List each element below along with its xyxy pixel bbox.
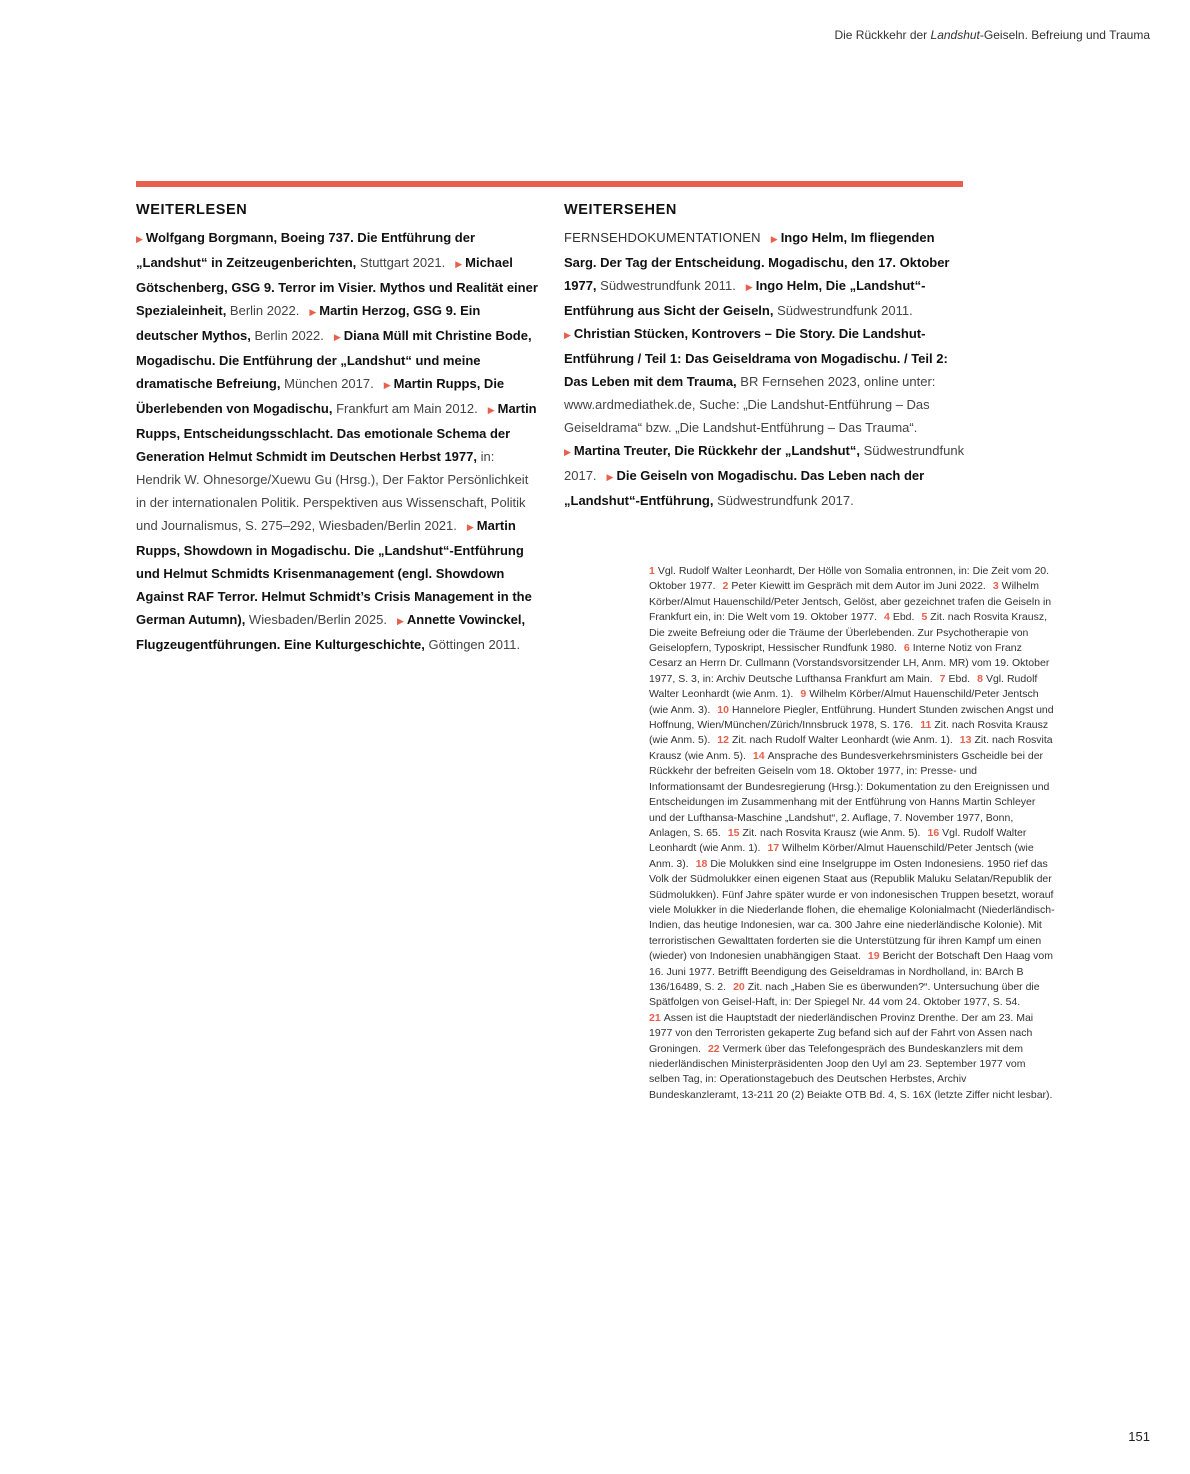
triangle-bullet-icon: ▶ [383,380,391,390]
note-number: 17 [767,842,780,855]
note-number: 2 [722,580,729,593]
triangle-bullet-icon: ▶ [564,447,571,457]
entry-title: Martina Treuter, Die Rückkehr der „Landshut“, [573,443,860,458]
note-number: 20 [733,980,745,993]
note-text: Zit. nach Rosvita Krausz (wie Anm. 5). [649,719,1049,747]
note-number: 12 [717,734,729,747]
triangle-bullet-icon: ▶ [770,234,778,244]
note-number: 22 [707,1042,720,1055]
entry-details: Südwestrundfunk 2011. [596,278,736,293]
entry-title: Martin Rupps, Entscheidungsschlacht. Das emotionale Schema der Generation Helmut Schmidt im Deutschen Herbst 1977, [136,401,537,464]
entry-title: Martin Rupps, Showdown in Mogadischu. Die „Landshut“-Entführung und Helmut Schmidts Krisenmanagement (engl. Showdown Against RAF Terror. Helmut Schmidt’s Crisis Management in the German Autumn), [136,518,532,627]
entry-details: Südwestrundfunk 2017. [564,443,965,483]
running-head [834,28,1150,42]
note-number: 4 [884,611,890,624]
note-number: 18 [695,857,708,870]
note-text: Ebd. [892,611,915,624]
note-number: 6 [903,642,910,655]
triangle-bullet-icon: ▶ [455,259,463,269]
note-text: Ansprache des Bundesverkehrsministers Gscheidle bei der Rückkehr der befreiten Geiseln vom 18. Oktober 1977, in: Presse- und Informationsamt der Bundesregierung (Hrsg.): Dokumentation zu den Ereignissen und Entscheidungen im Zusammenhang mit der Entführung von Hanns Martin Schleyer und der Lufthansa-Maschine „Landshut“, 2. Auflage, 7. November 1977, Bonn, Anlagen, S. 65. [649,749,1050,839]
running-head-text-end: -Geiseln. Befreiung und Trauma [979,28,1150,42]
triangle-bullet-icon: ▶ [136,234,143,244]
section-heading: WEITERSEHEN [564,202,677,218]
entry-details: Berlin 2022. [226,303,300,318]
note-text: Interne Notiz von Franz Cesarz an Herrn Dr. Cullmann (Vorstandsvorsitzender LH, Anm. MR) vom 19. Oktober 1977, S. 3, in: Archiv Deutsche Lufthansa Frankfurt am Main. [649,642,1050,685]
note-text: Wilhelm Körber/Almut Hauenschild/Peter Jentsch, Gelöst, aber gezeichnet trafen die Geiseln in Frankfurt ein, in: Die Welt vom 19. Oktober 1977. [649,580,1052,624]
entry-details: Südwestrundfunk 2011. [773,303,913,318]
note-text: Wilhelm Körber/Almut Hauenschild/Peter Jentsch (wie Anm. 3). [649,842,1034,870]
note-number: 15 [727,826,740,839]
note-text: Vermerk über das Telefongespräch des Bundeskanzlers mit dem niederländischen Ministerpräsidenten Joop den Uyl am 23. September 1977 vom selben Tag, in: Operationstagebuch des Deutschen Herbstes, Archiv Bundeskanzleramt, 13-211 20 (2) Beiakte OTB Bd. 4, S. 16X (letzte Ziffer nicht lesbar). [649,1042,1053,1101]
note-text: Zit. nach Rudolf Walter Leonhardt (wie Anm. 1). [731,734,953,747]
note-number: 21 [649,1011,661,1024]
note-number: 11 [920,719,932,732]
triangle-bullet-icon: ▶ [606,472,614,482]
triangle-bullet-icon: ▶ [309,307,317,317]
note-number: 10 [717,703,729,716]
category-label: FERNSEHDOKUMENTATIONEN [564,230,761,245]
triangle-bullet-icon: ▶ [487,405,495,415]
reading-list [136,226,538,656]
further-viewing-section [564,202,966,512]
triangle-bullet-icon: ▶ [745,282,753,292]
note-text: Peter Kiewitt im Gespräch mit dem Autor im Juni 2022. [731,580,986,593]
entry-title: Ingo Helm, Die „Landshut“-Entführung aus Sicht der Geiseln, [564,278,926,318]
note-text: Die Molukken sind eine Inselgruppe im Osten Indonesiens. 1950 rief das Volk der Südmolukker einen eigenen Staat aus (Republik Maluku Selatan/Republik der Südmolukken). Fünf Jahre später wurde er von indonesischen Truppen besetzt, worauf viele Molukker in die Niederlande flohen, die ehemalige Kolonialmacht (Niederländisch-Indien, das heutige Indonesien, war ca. 300 Jahre eine niederländische Kolonie). Mit terroristischen Gewalttaten forderten sie die Unterstützung für ihren Kampf um einen (wieder) von Indonesien unabhängigen Staat. [649,857,1055,963]
note-text: Vgl. Rudolf Walter Leonhardt (wie Anm. 1). [649,672,1038,701]
entry-title: Wolfgang Borgmann, Boeing 737. Die Entführung der „Landshut“ in Zeitzeugenberichten, [136,230,476,270]
note-number: 5 [921,611,928,624]
entry-title: Martin Rupps, Die Überlebenden von Mogadischu, [136,376,505,416]
entry-details: Frankfurt am Main 2012. [332,401,478,416]
note-number: 13 [959,734,972,747]
note-number: 9 [800,688,807,701]
endnotes [649,564,1055,1103]
accent-rule [136,181,963,187]
page-number: 151 [1128,1429,1150,1444]
note-text: Zit. nach Rosvita Krausz, Die zweite Befreiung oder die Träume der Überlebenden. Zur Psychotherapie von Geiselopfern, Typoskript, Hessischer Rundfunk 1980. [649,611,1048,655]
entry-details: BR Fernsehen 2023, online unter: www.ardmediathek.de, Suche: „Die Landshut-Entführung – Das Geiseldrama“ bzw. „Die Landshut-Entführung – Das Trauma“. [564,374,936,435]
entry-details: Göttingen 2011. [424,637,521,652]
entry-details: Südwestrundfunk 2017. [713,493,854,508]
note-number: 7 [939,672,946,685]
note-text: Zit. nach Rosvita Krausz (wie Anm. 5). [649,734,1053,762]
triangle-bullet-icon: ▶ [333,332,341,342]
triangle-bullet-icon: ▶ [564,330,571,340]
note-text: Ebd. [948,672,971,685]
entry-details: München 2017. [280,376,374,391]
entry-title: Annette Vowinckel, Flugzeugentführungen. Eine Kulturgeschichte, [136,612,526,652]
note-text: Zit. nach „Haben Sie es überwunden?“. Untersuchung über die Spätfolgen von Geisel-Haft, in: Der Spiegel Nr. 44 vom 24. Oktober 1977, S. 54. [649,980,1040,1009]
entry-title: Michael Götschenberg, GSG 9. Terror im Visier. Mythos und Realität einer Spezialeinheit, [136,255,538,318]
note-number: 8 [977,672,983,685]
entry-details: Wiesbaden/Berlin 2025. [245,612,387,627]
further-reading-section [136,202,538,656]
note-number: 16 [927,826,940,839]
entry-title: Diana Müll mit Christine Bode, Mogadischu. Die Entführung der „Landshut“ und meine dramatische Befreiung, [136,328,532,391]
note-text: Zit. nach Rosvita Krausz (wie Anm. 5). [742,826,921,839]
entry-title: Ingo Helm, Im fliegenden Sarg. Der Tag der Entscheidung. Mogadischu, den 17. Oktober 1977, [564,230,950,293]
entry-details: Berlin 2022. [250,328,324,343]
triangle-bullet-icon: ▶ [466,522,474,532]
viewing-list [564,226,966,512]
note-text: Wilhelm Körber/Almut Hauenschild/Peter Jentsch (wie Anm. 3). [649,688,1039,716]
entry-title: Die Geiseln von Mogadischu. Das Leben nach der „Landshut“-Entführung, [564,468,925,508]
running-head-text: Die Rückkehr der [834,28,931,42]
note-text: Vgl. Rudolf Walter Leonhardt (wie Anm. 1). [649,826,1027,855]
entry-title: Christian Stücken, Kontrovers – Die Story. Die Landshut-Entführung / Teil 1: Das Geiseldrama von Mogadischu. / Teil 2: Das Leben mit dem Trauma, [564,326,948,389]
note-text: Vgl. Rudolf Walter Leonhardt, Der Hölle von Somalia entronnen, in: Die Zeit vom 20. Oktober 1977. [649,565,1050,593]
note-number: 3 [992,580,999,593]
note-text: Hannelore Piegler, Entführung. Hundert Stunden zwischen Angst und Hoffnung, Wien/München/Zürich/Innsbruck 1978, S. 176. [649,703,1054,732]
entry-details: Stuttgart 2021. [356,255,446,270]
entry-title: Martin Herzog, GSG 9. Ein deutscher Mythos, [136,303,481,343]
running-head-italic: Landshut [930,28,980,42]
note-number: 14 [752,749,765,762]
entry-details: in: Hendrik W. Ohnesorge/Xuewu Gu (Hrsg.), Der Faktor Persönlichkeit in der internationalen Politik. Perspektiven aus Wissenschaft, Politik und Journalismus, S. 275–292, Wiesbaden/Berlin 2021. [136,449,529,533]
triangle-bullet-icon: ▶ [396,616,404,626]
note-text: Assen ist die Hauptstadt der niederländischen Provinz Drenthe. Der am 23. Mai 1977 von den Terroristen gekaperte Zug befand sich auf der Fahrt von Assen nach Groningen. [649,1011,1034,1055]
note-number: 19 [867,950,880,963]
note-text: Bericht der Botschaft Den Haag vom 16. Juni 1977. Betrifft Beendigung des Geiseldramas in Nordholland, in: BArch B 136/16489, S. 2. [649,950,1054,993]
section-heading: WEITERLESEN [136,202,248,218]
note-number: 1 [649,565,655,577]
